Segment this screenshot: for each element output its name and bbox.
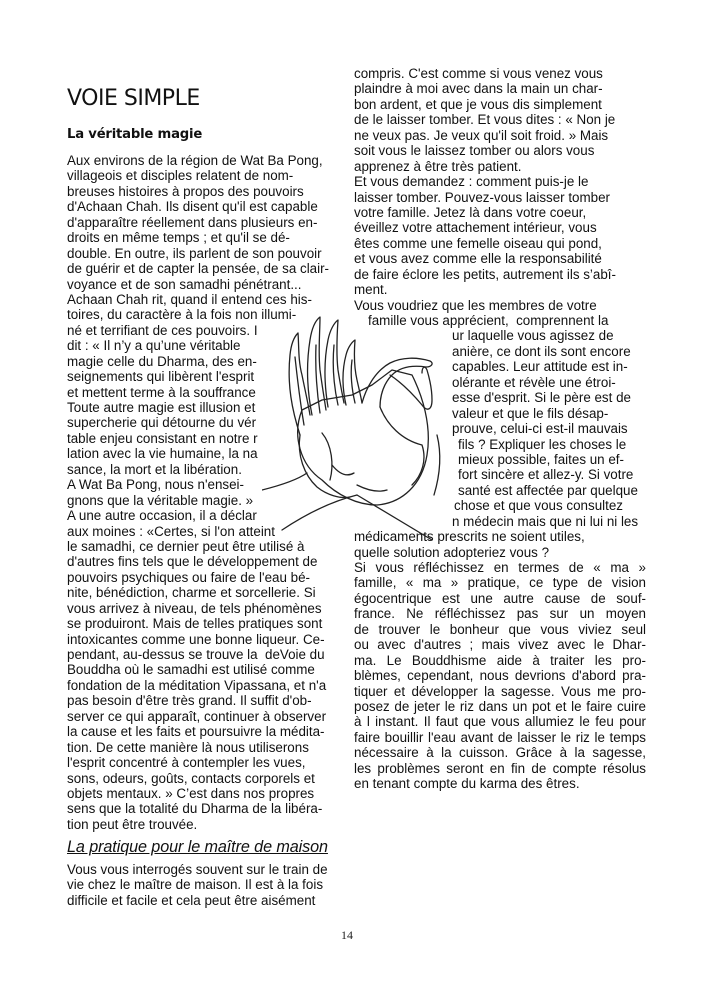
text-line: france. Ne réfléchissez pas sur un moyen: [354, 606, 646, 622]
text-line: Toute autre magie est illusion et: [67, 400, 256, 415]
text-line: Aux environs de la région de Wat Ba Pong,: [67, 153, 323, 168]
text-line: blèmes, cependant, nous devrions d'abord pra-: [354, 668, 646, 684]
text-line: fondation de la méditation Vipassana, et n'a: [67, 677, 327, 693]
text-line: l'esprit concentré à contempler les vues,: [67, 755, 306, 771]
text-line: de faire éclore les petits, autrement ils s’abî-: [354, 266, 616, 282]
text-line: mieux possible, faites un ef-: [458, 451, 624, 467]
text-line: seignements qui libèrent l'esprit: [67, 369, 255, 385]
text-line: et mettent terme à la souffrance: [67, 384, 256, 400]
text-line: droits en même temps ; et qu'il se dé-: [67, 230, 290, 246]
text-line: d'apparaître réellement dans plusieurs en-: [67, 214, 318, 230]
text-line: quelle solution adopteriez vous ?: [354, 544, 550, 560]
text-line: tion peut être trouvée.: [67, 816, 198, 832]
text-line: santé est affectée par quelque: [458, 482, 638, 498]
buddha-hand-mudra-illustration: [262, 315, 447, 545]
text-line: à l instant. Il faut que vous allumiez le feu pour: [354, 714, 646, 730]
text-line: nécessaire à la cuisson. Grâce à la sagesse,: [354, 745, 646, 761]
text-line: en tenant compte du karma des êtres.: [354, 776, 580, 792]
text-line: tion. De cette manière là nous utiliserons: [67, 739, 309, 755]
page-number: 14: [341, 928, 353, 942]
text-line: voyance et de son samadhi pénétrant...: [67, 276, 302, 292]
text-line: de guérir et de capter la pensée, de sa clair-: [67, 261, 330, 277]
text-line: supercherie qui détourne du vér: [67, 415, 257, 431]
text-line: d'Achaan Chah. Ils disent qu'il est capable: [67, 199, 318, 215]
text-line: ment.: [354, 282, 388, 298]
text-line: lation avec la vie humaine, la na: [67, 446, 258, 462]
text-line: faire bouillir l'eau avant de laisser le riz le temps: [354, 729, 646, 745]
text-line: aux moines : «Certes, si l'on atteint: [67, 523, 275, 539]
text-line: de le laisser tomber. Et vous dites : « Non je: [354, 112, 616, 128]
text-line: n médecin mais que ni lui ni les: [452, 513, 639, 529]
text-line: famille, « ma » pratique, ce type de vision: [354, 575, 646, 591]
text-line: éveillez votre attachement intérieur, vous: [354, 220, 597, 236]
text-line: fort sincère et allez-y. Si votre: [458, 467, 634, 483]
text-line: de trouver le bonheur que vous viviez seul: [354, 621, 646, 637]
text-line: ne veux pas. Je veux qu'il soit froid. » Mais: [354, 127, 609, 143]
text-line: difficile et facile et cela peut être aisément: [67, 892, 316, 908]
text-line: breuses histoires à propos des pouvoirs: [67, 183, 304, 199]
text-line: gnons que la véritable magie. »: [67, 492, 254, 508]
text-line: pouvoirs psychiques ou faire de l'eau bé-: [67, 569, 310, 585]
text-line: ur laquelle vous agissez de: [452, 328, 614, 344]
text-line: double. En outre, ils parlent de son pouvoir: [67, 245, 322, 261]
text-line: ma. Le Bouddhisme aide à traiter les pro-: [354, 652, 646, 668]
text-line: êtes comme une femelle oiseau qui pond,: [354, 235, 602, 251]
text-line: A Wat Ba Pong, nous n'ensei-: [67, 477, 244, 493]
text-line: sons, odeurs, goûts, contacts corporels et: [67, 770, 315, 786]
text-line: Si vous réfléchissez en termes de « ma »: [354, 560, 646, 575]
text-line: anière, ce dont ils sont encore: [452, 343, 631, 359]
text-line: posez de jeter le riz dans un pot et le faire cuire: [354, 698, 646, 714]
text-line: votre famille. Jetez là dans votre coeur,: [354, 204, 587, 220]
text-line: pendant, au-dessus se trouve la deVoie du: [67, 647, 325, 662]
text-line: server ce qui apparaît, continuer à observer: [67, 708, 327, 724]
text-line: Et vous demandez : comment puis-je le: [354, 174, 589, 190]
text-line: nite, bénédiction, charme et sorcellerie. Si: [67, 585, 316, 601]
text-line: Vous vous interrogés souvent sur le train de: [67, 862, 328, 877]
text-line: famille vous apprécient, comprennent la: [368, 313, 609, 328]
text-line: tiquer et développer la sagesse. Vous me pro-: [354, 683, 646, 699]
text-line: soit vous le laissez tomber ou alors vous: [354, 143, 595, 159]
text-line: olérante et révèle une étroi-: [452, 374, 616, 390]
text-line: table enjeu consistant en notre r: [67, 430, 258, 446]
text-line: le samadhi, ce dernier peut être utilisé à: [67, 538, 305, 554]
text-line: apprenez à être très patient.: [354, 158, 522, 174]
text-line: ou avec d'autres ; mais vivez avec le Dhar-: [354, 637, 646, 653]
text-line: prouve, celui-ci est-il mauvais: [452, 421, 628, 437]
text-line: dit : « Il n’y a qu’une véritable: [67, 338, 241, 354]
text-line: vous arrivez à niveau, de tels phénomènes: [67, 600, 322, 616]
section-heading: La pratique pour le maître de maison: [67, 838, 328, 856]
text-line: sens que la totalité du Dharma de la libéra-: [67, 801, 323, 817]
text-line: Vous voudriez que les membres de votre: [354, 297, 597, 313]
text-line: plaindre à moi avec dans la main un char-: [354, 81, 603, 97]
text-line: objets mentaux. » C’est dans nos propres: [67, 785, 315, 801]
page-subtitle: La véritable magie: [67, 127, 203, 142]
page-title: VOIE SIMPLE: [67, 86, 200, 111]
text-line: vie chez le maître de maison. Il est à la fois: [67, 877, 324, 893]
text-line: compris. C'est comme si vous venez vous: [354, 66, 603, 81]
text-line: égocentrique est une autre cause de souf-: [354, 590, 646, 606]
text-line: esse d'esprit. Si le père est de: [452, 390, 631, 406]
text-line: sance, la mort et la libération.: [67, 461, 242, 477]
text-line: Bouddha où le samadhi est utilisé comme: [67, 662, 315, 678]
text-line: capables. Leur attitude est in-: [452, 359, 628, 375]
text-line: et vous avez comme elle la responsabilité: [354, 251, 602, 267]
text-line: bon ardent, et que je vous dis simplement: [354, 96, 602, 112]
text-line: médicaments prescrits ne soient utiles,: [354, 529, 585, 545]
text-line: laisser tomber. Pouvez-vous laisser tomber: [354, 189, 611, 205]
text-line: les problèmes seront en fin de compte résolus: [354, 760, 646, 776]
text-line: pas besoin d'être très grand. Il suffit d'ob-: [67, 693, 312, 709]
text-line: se produiront. Mais de telles pratiques sont: [67, 616, 323, 632]
text-line: né et terrifiant de ces pouvoirs. I: [67, 322, 258, 338]
text-line: d'autres fins tels que le développement de: [67, 554, 318, 570]
text-line: villageois et disciples relatent de nom-: [67, 168, 294, 184]
text-line: magie celle du Dharma, des en-: [67, 353, 257, 369]
text-line: A une autre occasion, il a déclar: [67, 508, 257, 524]
text-line: chose et que vous consultez: [454, 498, 623, 514]
text-line: valeur et que le fils désap-: [452, 405, 609, 421]
text-line: Achaan Chah rit, quand il entend ces his-: [67, 291, 312, 307]
text-line: fils ? Expliquer les choses le: [458, 436, 627, 452]
text-line: la cause et les faits et poursuivre la médita-: [67, 724, 325, 740]
text-line: toires, du caractère à la fois non illumi-: [67, 307, 297, 323]
left-column-text-continued: [67, 862, 352, 908]
text-line: intoxicantes comme une bonne liqueur. Ce-: [67, 631, 325, 647]
